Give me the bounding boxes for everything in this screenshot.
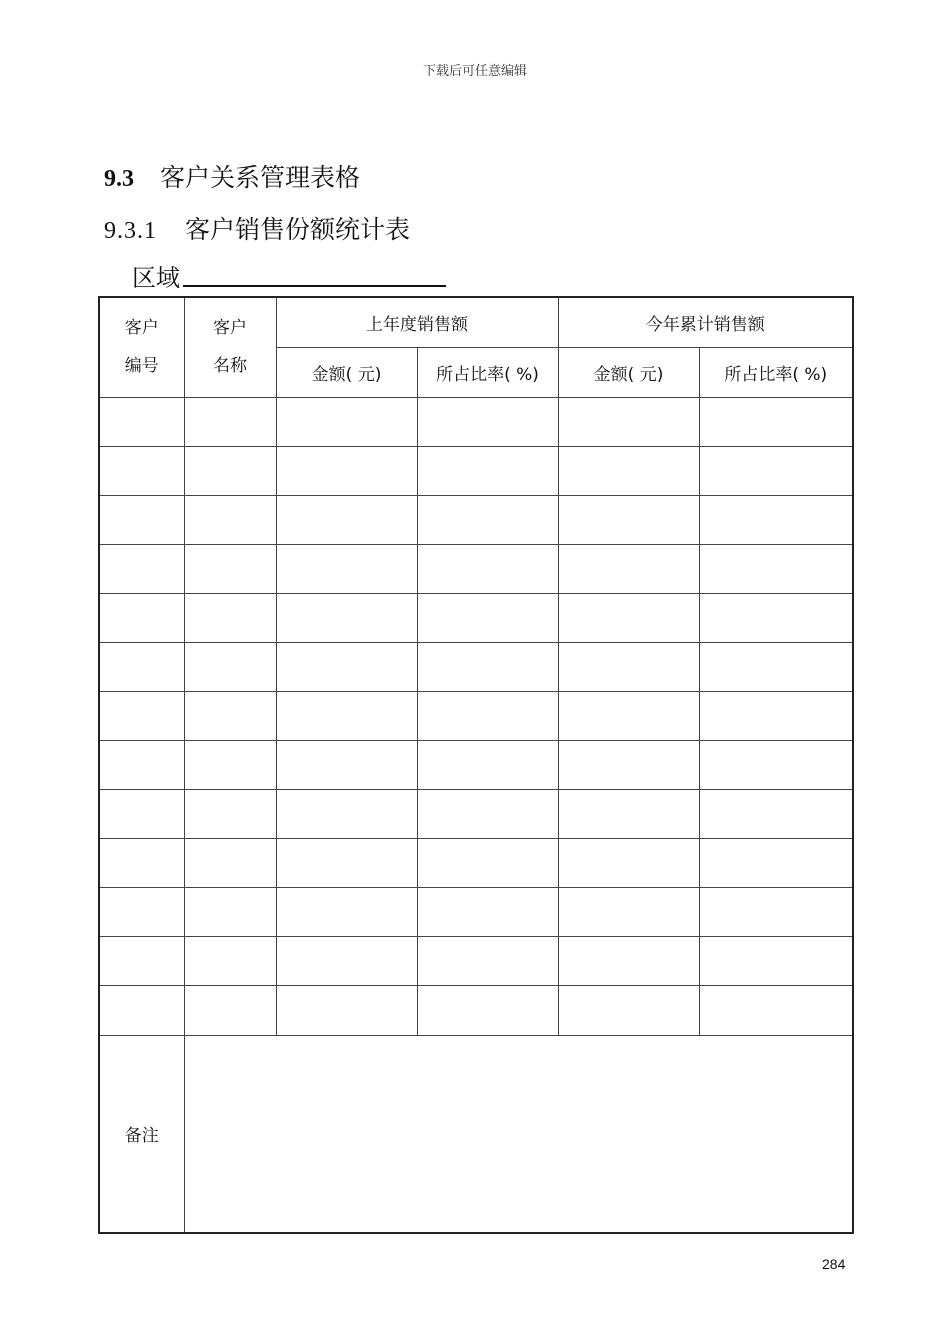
cell-this-year-ratio[interactable] [699, 839, 853, 888]
cell-customer-name[interactable] [184, 691, 276, 740]
header-this-year-sales: 今年累计销售额 [558, 297, 853, 347]
cell-last-year-ratio[interactable] [417, 593, 558, 642]
section-number: 9.3 [104, 166, 134, 192]
cell-customer-id[interactable] [99, 397, 184, 446]
cell-this-year-amount[interactable] [558, 937, 699, 986]
cell-last-year-ratio[interactable] [417, 495, 558, 544]
cell-customer-name[interactable] [184, 839, 276, 888]
remark-row [99, 1035, 853, 1233]
remark-label: 备注 [99, 1035, 184, 1233]
cell-last-year-ratio[interactable] [417, 642, 558, 691]
subsection-title [104, 210, 410, 246]
subsection-title-text: 客户销售份额统计表 [185, 215, 411, 244]
cell-last-year-ratio[interactable] [417, 446, 558, 495]
table-row [99, 986, 853, 1035]
section-title-text: 客户关系管理表格 [160, 163, 361, 192]
cell-last-year-ratio[interactable] [417, 937, 558, 986]
cell-this-year-ratio[interactable] [699, 593, 853, 642]
cell-customer-name[interactable] [184, 397, 276, 446]
header-last-year-ratio: 所占比率( %) [417, 347, 558, 397]
cell-customer-id[interactable] [99, 593, 184, 642]
header-this-year-ratio: 所占比率( %) [699, 347, 853, 397]
table-row [99, 790, 853, 839]
table-row [99, 593, 853, 642]
cell-customer-name[interactable] [184, 888, 276, 937]
cell-customer-id[interactable] [99, 839, 184, 888]
table-row [99, 642, 853, 691]
cell-last-year-amount[interactable] [276, 544, 417, 593]
cell-last-year-amount[interactable] [276, 986, 417, 1035]
table-row [99, 397, 853, 446]
header-note: 下载后可任意编辑 [422, 64, 527, 79]
cell-customer-name[interactable] [184, 446, 276, 495]
table-row [99, 741, 853, 790]
cell-this-year-amount[interactable] [558, 986, 699, 1035]
region-label: 区域 [132, 264, 180, 292]
cell-this-year-ratio[interactable] [699, 741, 853, 790]
cell-this-year-amount[interactable] [558, 839, 699, 888]
cell-last-year-ratio[interactable] [417, 790, 558, 839]
header-customer-id-line1: 客户 [124, 318, 159, 339]
cell-customer-name[interactable] [184, 544, 276, 593]
cell-last-year-amount[interactable] [276, 937, 417, 986]
table-row [99, 446, 853, 495]
header-customer-id [99, 297, 184, 397]
cell-last-year-amount[interactable] [276, 790, 417, 839]
table-row [99, 839, 853, 888]
cell-last-year-amount[interactable] [276, 839, 417, 888]
cell-this-year-amount[interactable] [558, 593, 699, 642]
cell-this-year-ratio[interactable] [699, 691, 853, 740]
cell-this-year-amount[interactable] [558, 642, 699, 691]
cell-this-year-ratio[interactable] [699, 986, 853, 1035]
cell-last-year-amount[interactable] [276, 495, 417, 544]
cell-customer-id[interactable] [99, 741, 184, 790]
subsection-number: 9.3.1 [104, 218, 157, 244]
cell-last-year-amount[interactable] [276, 741, 417, 790]
cell-last-year-ratio[interactable] [417, 839, 558, 888]
table-body [99, 397, 853, 1233]
header-last-year-sales: 上年度销售额 [276, 297, 558, 347]
cell-last-year-ratio[interactable] [417, 397, 558, 446]
table-row [99, 544, 853, 593]
cell-this-year-ratio[interactable] [699, 495, 853, 544]
cell-this-year-ratio[interactable] [699, 790, 853, 839]
cell-customer-id[interactable] [99, 790, 184, 839]
cell-this-year-amount[interactable] [558, 888, 699, 937]
cell-this-year-ratio[interactable] [699, 446, 853, 495]
cell-customer-name[interactable] [184, 495, 276, 544]
cell-last-year-amount[interactable] [276, 888, 417, 937]
cell-last-year-ratio[interactable] [417, 691, 558, 740]
cell-last-year-amount[interactable] [276, 446, 417, 495]
cell-customer-name[interactable] [184, 937, 276, 986]
region-input-line[interactable] [183, 285, 446, 287]
cell-last-year-amount[interactable] [276, 593, 417, 642]
cell-customer-id[interactable] [99, 544, 184, 593]
header-customer-name-line1: 客户 [213, 318, 247, 339]
header-customer-id-line2: 编号 [124, 356, 159, 377]
cell-customer-id[interactable] [99, 446, 184, 495]
cell-customer-name[interactable] [184, 642, 276, 691]
cell-customer-name[interactable] [184, 741, 276, 790]
cell-this-year-amount[interactable] [558, 544, 699, 593]
cell-this-year-amount[interactable] [558, 691, 699, 740]
remark-input-cell[interactable] [184, 1035, 853, 1233]
cell-this-year-amount[interactable] [558, 790, 699, 839]
cell-last-year-amount[interactable] [276, 397, 417, 446]
cell-last-year-ratio[interactable] [417, 741, 558, 790]
cell-customer-name[interactable] [184, 986, 276, 1035]
cell-customer-name[interactable] [184, 790, 276, 839]
header-customer-name-line2: 名称 [213, 356, 247, 377]
cell-customer-id[interactable] [99, 888, 184, 937]
customer-sales-share-table [98, 296, 854, 1234]
cell-this-year-ratio[interactable] [699, 888, 853, 937]
cell-this-year-amount[interactable] [558, 397, 699, 446]
cell-this-year-ratio[interactable] [699, 397, 853, 446]
cell-this-year-ratio[interactable] [699, 937, 853, 986]
cell-customer-id[interactable] [99, 495, 184, 544]
table-row [99, 888, 853, 937]
header-customer-name [184, 297, 276, 397]
cell-last-year-ratio[interactable] [417, 986, 558, 1035]
table-row [99, 937, 853, 986]
cell-this-year-amount[interactable] [558, 741, 699, 790]
cell-customer-id[interactable] [99, 986, 184, 1035]
table-row [99, 495, 853, 544]
cell-this-year-amount[interactable] [558, 495, 699, 544]
cell-this-year-ratio[interactable] [699, 642, 853, 691]
header-this-year-amount: 金额( 元) [558, 347, 699, 397]
table-row [99, 691, 853, 740]
cell-last-year-amount[interactable] [276, 642, 417, 691]
cell-last-year-ratio[interactable] [417, 888, 558, 937]
cell-customer-id[interactable] [99, 691, 184, 740]
page-number: 284 [822, 1256, 846, 1272]
cell-this-year-ratio[interactable] [699, 544, 853, 593]
cell-last-year-amount[interactable] [276, 691, 417, 740]
cell-customer-id[interactable] [99, 937, 184, 986]
cell-this-year-amount[interactable] [558, 446, 699, 495]
header-last-year-amount: 金额( 元) [276, 347, 417, 397]
cell-customer-name[interactable] [184, 593, 276, 642]
cell-last-year-ratio[interactable] [417, 544, 558, 593]
cell-customer-id[interactable] [99, 642, 184, 691]
section-title [104, 158, 360, 194]
